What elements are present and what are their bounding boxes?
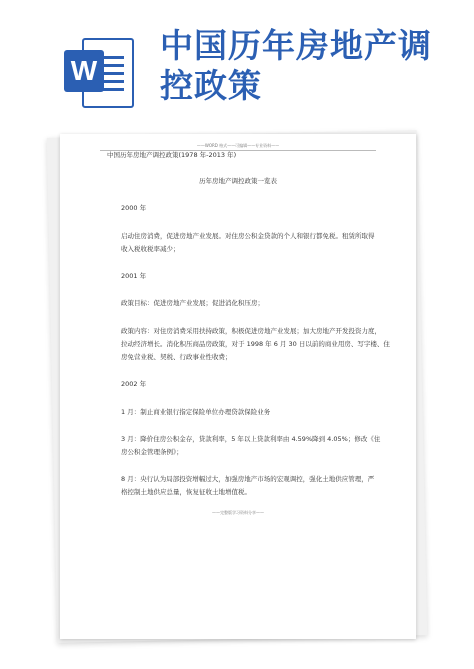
body-line: 房公积金管理条例》； <box>121 448 183 456</box>
body-line: 政策内容：对住房消费采用扶持政策，积极促进房地产业发展；加大房地产开发投资力度， <box>121 327 381 335</box>
body-line: 房免营业税、契税、行政事业性收费； <box>121 353 232 361</box>
year-heading: 2000 年 <box>121 204 147 212</box>
word-document-icon <box>60 34 134 108</box>
year-heading: 2002 年 <box>121 380 147 388</box>
body-line: 3 月：降价住房公积金存，贷款利率，5 年以上贷款利率由 4.59%降到 4.05%；修改《住 <box>121 435 381 443</box>
header-note: ——WORD 格式——可编辑——专业资料—— <box>196 143 280 148</box>
banner-title-line-2: 控政策 <box>160 66 262 105</box>
year-heading: 2001 年 <box>121 272 147 280</box>
body-line: 格控制土地供应总量，恢复征收土地增值税。 <box>121 488 251 496</box>
footer-note: ——完整版学习资料分享—— <box>212 510 264 515</box>
banner-title-line-1: 中国历年房地产调 <box>160 26 432 65</box>
word-icon-letter: W <box>64 50 104 92</box>
body-line: 启动住房消费，促进房地产业发展。对住房公积金贷款的个人和银行都免税。租赁所取得 <box>121 232 375 240</box>
document-title: 中国历年房地产调控政策(1978 年-2013 年) <box>107 151 237 159</box>
body-line: 收入税收税率减少； <box>121 245 180 253</box>
table-title: 历年房地产调控政策一览表 <box>199 177 277 185</box>
body-line: 1 月：制止商业银行指定保险单位办理贷款保险业务 <box>121 408 271 416</box>
banner-title <box>160 26 460 106</box>
body-line: 政策目标：促进房地产业发展；促进消化积压房； <box>121 299 264 307</box>
body-line: 拉动经济增长。消化积压商品房政策，对于 1998 年 6 月 30 日以前的商业用房、写字楼、住 <box>121 340 390 348</box>
body-line: 8 月：央行认为局部投资增幅过大，加强房地产市场的宏观调控，强化土地供应管理，严 <box>121 475 375 483</box>
document-page <box>60 134 416 639</box>
banner <box>0 0 474 130</box>
